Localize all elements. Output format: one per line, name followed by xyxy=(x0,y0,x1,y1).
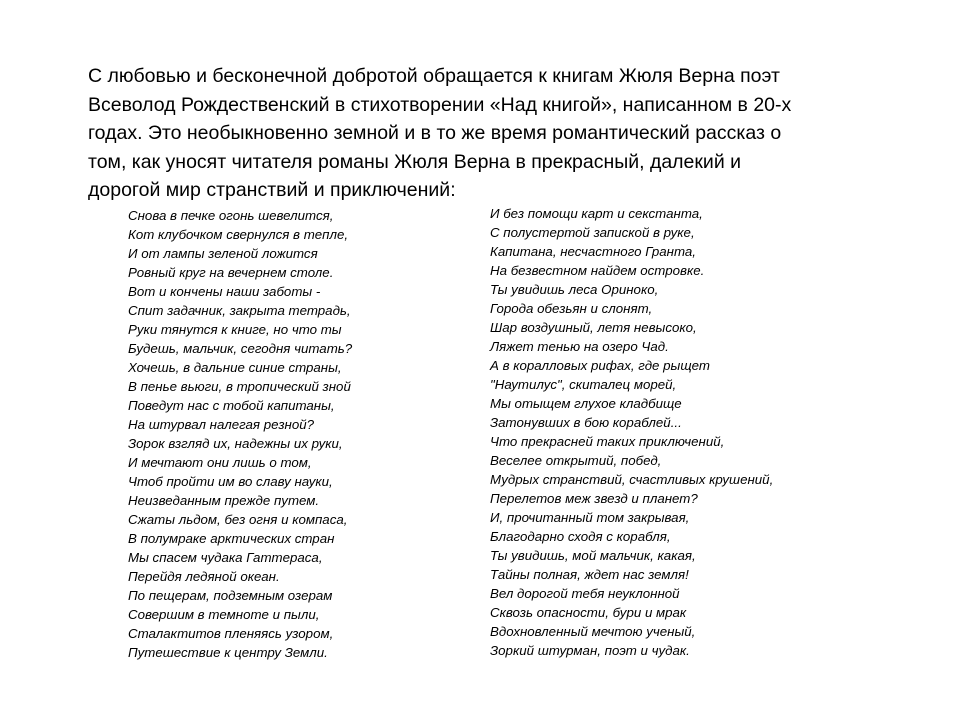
poem-line: Сжаты льдом, без огня и компаса, xyxy=(128,512,348,527)
poem-line: Неизведанным прежде путем. xyxy=(128,493,320,508)
poem-line: Спит задачник, закрыта тетрадь, xyxy=(128,303,351,318)
poem-line: Что прекрасней таких приключений, xyxy=(490,434,725,449)
poem-line: И мечтают они лишь о том, xyxy=(128,455,312,470)
poem-line: Хочешь, в дальние синие страны, xyxy=(128,360,342,375)
poem-line: Зорок взгляд их, надежны их руки, xyxy=(128,436,343,451)
intro-line: том, как уносят читателя романы Жюля Верна в прекрасный, далекий и xyxy=(88,150,742,173)
poem-line: Мы спасем чудака Гаттераса, xyxy=(128,550,323,565)
poem-line: Будешь, мальчик, сегодня читать? xyxy=(128,341,353,356)
poem-line: Ляжет тенью на озеро Чад. xyxy=(490,339,669,354)
poem-line: Вел дорогой тебя неуклонной xyxy=(490,586,680,601)
poem-line: На штурвал налегая резной? xyxy=(128,417,315,432)
poem-line: Путешествие к центру Земли. xyxy=(128,645,328,660)
poem-line: Шар воздушный, летя невысоко, xyxy=(490,320,697,335)
poem-line: И без помощи карт и секстанта, xyxy=(490,206,703,221)
poem-line: И от лампы зеленой ложится xyxy=(128,246,318,261)
poem-line: По пещерам, подземным озерам xyxy=(128,588,333,603)
poem-line: Совершим в темноте и пыли, xyxy=(128,607,320,622)
poem-line: Сквозь опасности, бури и мрак xyxy=(490,605,687,620)
intro-line: Всеволод Рождественский в стихотворении «Над книгой», написанном в 20-х xyxy=(88,93,792,116)
poem-line: На безвестном найдем островке. xyxy=(490,263,705,278)
poem-line: Руки тянутся к книге, но что ты xyxy=(128,322,342,337)
poem-line: Затонувших в бою кораблей... xyxy=(490,415,682,430)
poem-left-column xyxy=(128,206,352,662)
poem-line: Кот клубочком свернулся в тепле, xyxy=(128,227,349,242)
poem-right-column xyxy=(490,204,773,660)
intro-line: дорогой мир странствий и приключений: xyxy=(88,179,456,201)
poem-line: Ровный круг на вечернем столе. xyxy=(128,265,334,280)
poem-line: Перейдя ледяной океан. xyxy=(128,569,280,584)
poem-line: И, прочитанный том закрывая, xyxy=(490,510,690,525)
poem-line: Ты увидишь леса Ориноко, xyxy=(490,282,659,297)
poem-line: Зоркий штурман, поэт и чудак. xyxy=(490,643,690,658)
poem-line: В полумраке арктических стран xyxy=(128,531,335,546)
poem-line: "Наутилус", скиталец морей, xyxy=(490,377,677,392)
poem-line: В пенье вьюги, в тропический зной xyxy=(128,379,351,394)
poem-line: Капитана, несчастного Гранта, xyxy=(490,244,696,259)
intro-line: С любовью и бесконечной добротой обращается к книгам Жюля Верна поэт xyxy=(88,65,780,87)
poem-line: Сталактитов пленяясь узором, xyxy=(128,626,334,641)
intro-line: годах. Это необыкновенно земной и в то же время романтический рассказ о xyxy=(88,122,782,144)
poem-line: Тайны полная, ждет нас земля! xyxy=(490,567,689,582)
poem-line: Города обезьян и слонят, xyxy=(490,301,653,316)
poem-line: С полустертой запиской в руке, xyxy=(490,225,695,240)
poem-line: Благодарно сходя с корабля, xyxy=(490,529,671,544)
intro-paragraph xyxy=(88,62,878,205)
poem-line: А в коралловых рифах, где рыщет xyxy=(490,358,710,373)
poem-line: Перелетов меж звезд и планет? xyxy=(490,491,698,506)
poem-line: Снова в печке огонь шевелится, xyxy=(128,208,334,223)
poem-line: Веселее открытий, побед, xyxy=(490,453,662,468)
poem-line: Вдохновленный мечтою ученый, xyxy=(490,624,696,639)
poem-line: Поведут нас с тобой капитаны, xyxy=(128,398,335,413)
poem-line: Ты увидишь, мой мальчик, какая, xyxy=(490,548,696,563)
poem-line: Вот и кончены наши заботы - xyxy=(128,284,321,299)
poem-line: Мы отыщем глухое кладбище xyxy=(490,396,682,411)
poem-line: Чтоб пройти им во славу науки, xyxy=(128,474,333,489)
poem-line: Мудрых странствий, счастливых крушений, xyxy=(490,472,774,487)
